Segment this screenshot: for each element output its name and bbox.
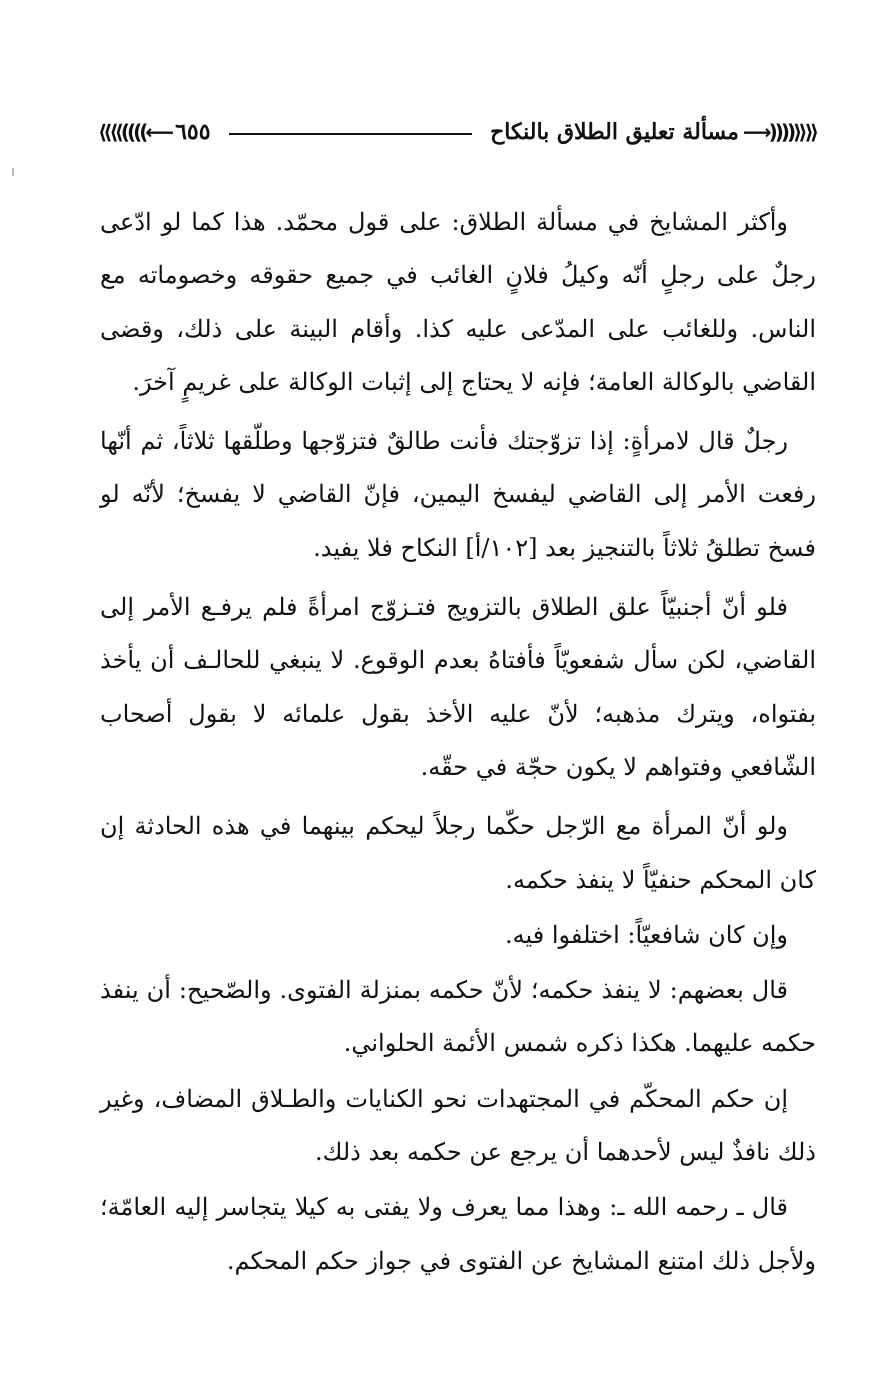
paragraph: إن حكم المحكّم في المجتهدات نحو الكنايات والطـلاق المضاف، وغير ذلك نافذٌ ليس لأحدهما أن يرجع عن حكمه بعد ذلك. [100, 1084, 816, 1167]
paragraph: وأكثر المشايخ في مسألة الطلاق: على قول محمّد. هذا كما لو ادّعى رجلٌ على رجلٍ أنّه وكيلُ فلانٍ الغائب في جميع حقوقه وخصوماته مع الناس. وللغائب على المدّعى عليه كذا. وأقام البينة على ذلك، وقضى القاضي بالوكالة العامة؛ فإنه لا يحتاج إلى إثبات الوكالة على غريمٍ آخرَ. [100, 208, 816, 396]
header-title: مسألة تعليق الطلاق بالنكاح [490, 119, 739, 145]
header-ornament-left: ⟵))))⟫⟫ [98, 120, 172, 144]
paragraph: قال بعضهم: لا ينفذ حكمه؛ لأنّ حكمه بمنزلة الفتوى. والصّحيح: أن ينفذ حكمه عليهما. هكذا ذكره شمس الأئمة الحلواني. [100, 976, 816, 1058]
paragraph: فلو أنّ أجنبيّاً علق الطلاق بالتزويج فتـزوّج امرأةً فلم يرفـع الأمر إلى القاضي، لكن سأل شفعويّاً فأفتاهُ بعدم الوقوع. لا ينبغي للحالـف أن يأخذ بفتواه، ويترك مذهبه؛ لأنّ عليه الأخذ بقول علمائه لا بقول أصحاب الشّافعي وفتواهم لا يكون حجّة في حقّه. [100, 593, 816, 781]
paragraph: وإن كان شافعيّاً: اختلفوا فيه. [505, 920, 788, 949]
page-number: ٦٥٥ [175, 119, 211, 145]
paragraph: قال ـ رحمه الله ـ: وهذا مما يعرف ولا يفتى به كيلا يتجاسر إليه العامّة؛ ولأجل ذلك امتنع المشايخ عن الفتوى في جواز حكم المحكم. [100, 1193, 816, 1275]
paragraph: ولو أنّ المرأة مع الرّجل حكّما رجلاً ليحكم بينهما في هذه الحادثة إن كان المحكم حنفيّاً لا ينفذ حكمه. [100, 812, 816, 894]
paragraph: رجلٌ قال لامرأةٍ: إذا تزوّجتك فأنت طالقٌ فتزوّجها وطلّقها ثلاثاً، ثم أنّها رفعت الأمر إلى القاضي ليفسخ اليمين، فإنّ القاضي لا يفسخ؛ لأنّه لو فسخ تطلقُ ثلاثاً بالتنجيز بعد [١٠٢/أ] النكاح فلا يفيد. [100, 427, 816, 562]
running-header [98, 112, 816, 152]
margin-mark [12, 168, 14, 176]
header-ornament-right: ⟪⟪((((⟶ [742, 120, 816, 144]
header-rule [229, 133, 473, 135]
body-text [100, 196, 816, 1288]
